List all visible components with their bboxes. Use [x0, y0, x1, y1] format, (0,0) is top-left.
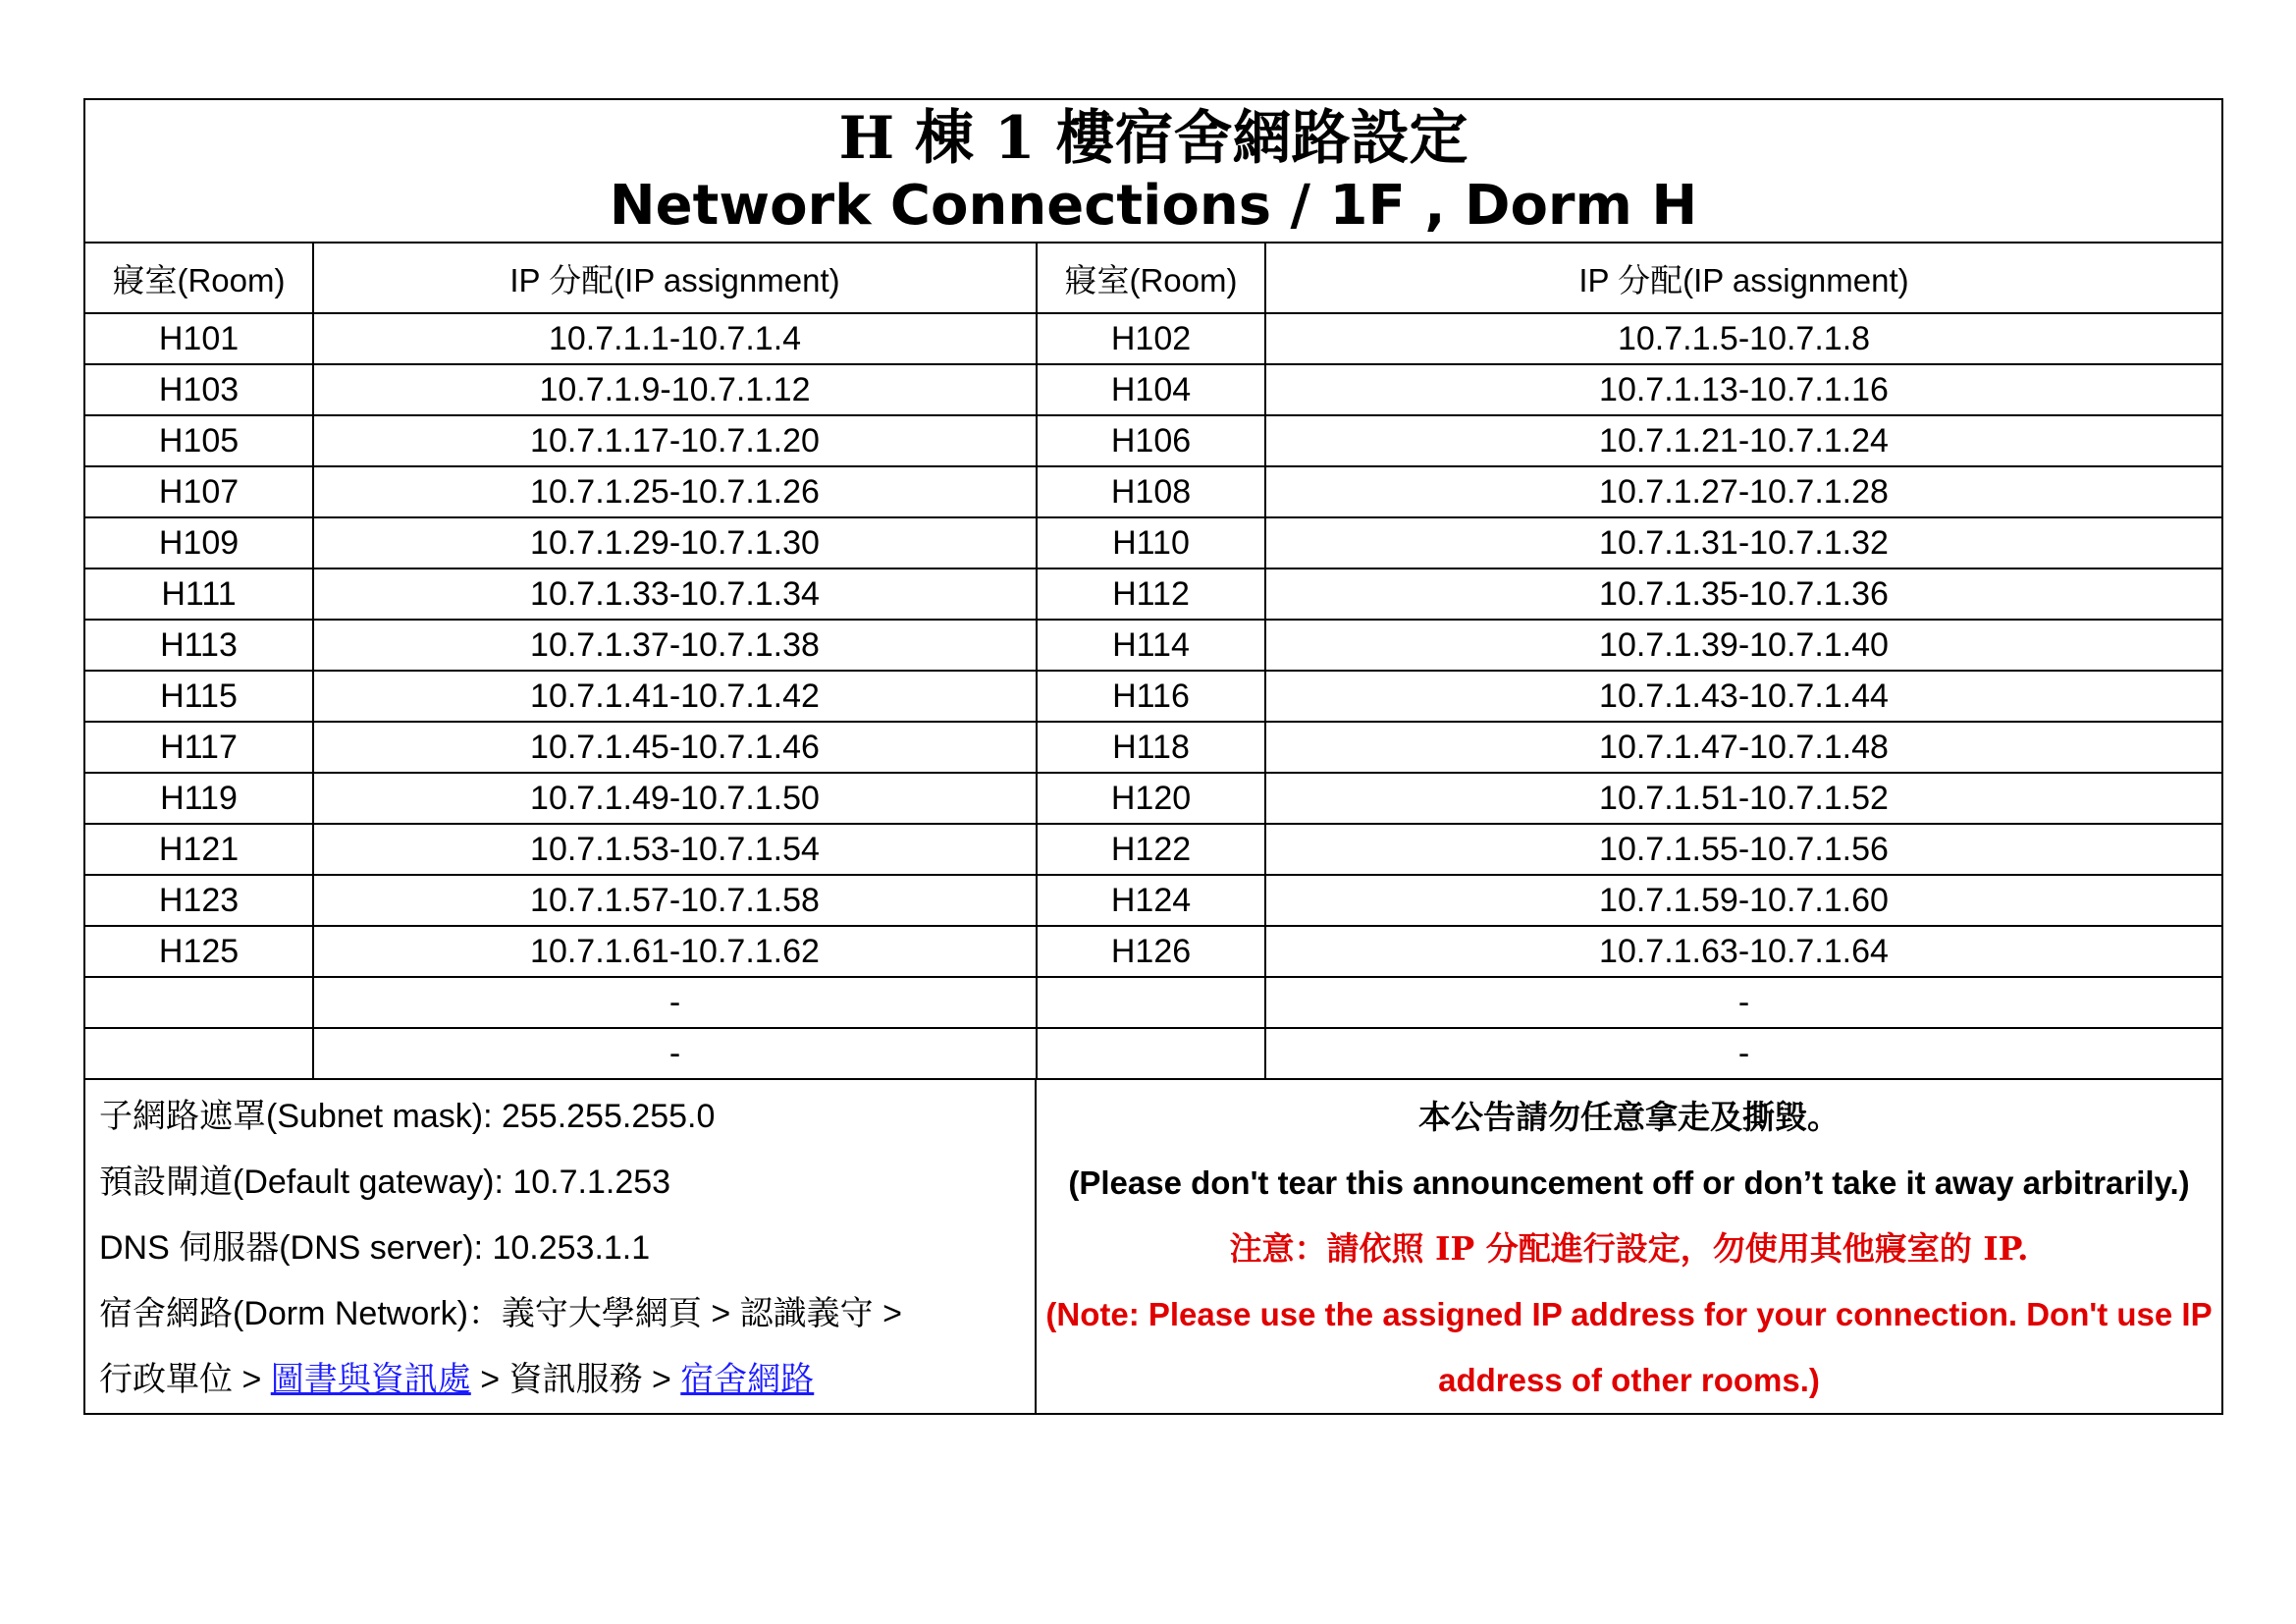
dorm-network-path: 宿舍網路(Dorm Network)：義守大學網頁 > 認識義守 > [99, 1295, 902, 1332]
ip-range-cell: 10.7.1.47-10.7.1.48 [1265, 722, 2221, 773]
room-cell: H126 [1037, 926, 1265, 977]
table-row [85, 466, 2221, 517]
notice-panel [1037, 1080, 2221, 1413]
table-row [85, 517, 2221, 568]
breadcrumb-admin: 行政單位 > [99, 1361, 262, 1398]
room-cell: H123 [85, 875, 313, 926]
room-cell: H107 [85, 466, 313, 517]
notice-chinese: 本公告請勿任意拿走及撕毀。 [1418, 1098, 1840, 1136]
table-row [85, 722, 2221, 773]
breadcrumb-info-service: > 資訊服務 > [480, 1361, 671, 1398]
ip-range-cell: 10.7.1.31-10.7.1.32 [1265, 517, 2221, 568]
warning-chinese: 注意：請依照 IP 分配進行設定，勿使用其他寢室的 IP. [1229, 1229, 2029, 1268]
room-cell: H110 [1037, 517, 1265, 568]
ip-range-cell: 10.7.1.25-10.7.1.26 [313, 466, 1037, 517]
ip-range-cell: 10.7.1.45-10.7.1.46 [313, 722, 1037, 773]
ip-range-cell: - [1265, 1028, 2221, 1079]
header-ip-right: IP 分配(IP assignment) [1265, 244, 2221, 313]
table-row [85, 773, 2221, 824]
room-cell: H102 [1037, 313, 1265, 364]
ip-range-cell: 10.7.1.53-10.7.1.54 [313, 824, 1037, 875]
ip-range-cell: 10.7.1.43-10.7.1.44 [1265, 671, 2221, 722]
table-row [85, 313, 2221, 364]
table-row [85, 415, 2221, 466]
room-cell [1037, 977, 1265, 1028]
ip-range-cell: 10.7.1.35-10.7.1.36 [1265, 568, 2221, 620]
ip-range-cell: 10.7.1.41-10.7.1.42 [313, 671, 1037, 722]
room-cell: H104 [1037, 364, 1265, 415]
ip-range-cell: 10.7.1.51-10.7.1.52 [1265, 773, 2221, 824]
room-cell: H124 [1037, 875, 1265, 926]
dns-server-text: DNS 伺服器(DNS server): 10.253.1.1 [99, 1229, 651, 1267]
title-block [85, 100, 2221, 244]
announcement-sheet [83, 98, 2223, 1415]
ip-range-cell: 10.7.1.13-10.7.1.16 [1265, 364, 2221, 415]
ip-range-cell: - [313, 977, 1037, 1028]
notice-english: (Please don't tear this announcement off or don’t take it away arbitrarily.) [1068, 1164, 2190, 1201]
room-cell: H101 [85, 313, 313, 364]
room-cell: H125 [85, 926, 313, 977]
dorm-network-path-cont [99, 1347, 1035, 1413]
table-row [85, 1028, 2221, 1079]
room-cell: H115 [85, 671, 313, 722]
subnet-mask-text: 子網路遮罩(Subnet mask): 255.255.255.0 [99, 1098, 716, 1135]
room-cell [1037, 1028, 1265, 1079]
ip-range-cell: 10.7.1.61-10.7.1.62 [313, 926, 1037, 977]
ip-range-cell: 10.7.1.39-10.7.1.40 [1265, 620, 2221, 671]
room-cell: H112 [1037, 568, 1265, 620]
ip-range-cell: 10.7.1.57-10.7.1.58 [313, 875, 1037, 926]
ip-range-cell: - [1265, 977, 2221, 1028]
room-cell: H117 [85, 722, 313, 773]
table-row [85, 875, 2221, 926]
table-row [85, 977, 2221, 1028]
ip-range-cell: 10.7.1.1-10.7.1.4 [313, 313, 1037, 364]
room-cell: H118 [1037, 722, 1265, 773]
ip-range-cell: 10.7.1.59-10.7.1.60 [1265, 875, 2221, 926]
network-settings-panel [85, 1080, 1037, 1413]
table-row [85, 568, 2221, 620]
room-cell: H121 [85, 824, 313, 875]
room-cell [85, 977, 313, 1028]
room-cell: H114 [1037, 620, 1265, 671]
table-row [85, 671, 2221, 722]
dorm-network-link[interactable]: 宿舍網路 [680, 1361, 815, 1398]
room-cell: H106 [1037, 415, 1265, 466]
table-body [85, 313, 2221, 1079]
header-ip-left: IP 分配(IP assignment) [313, 244, 1037, 313]
ip-range-cell: 10.7.1.55-10.7.1.56 [1265, 824, 2221, 875]
title-english: Network Connections / 1F , Dorm H [609, 174, 1698, 238]
ip-range-cell: 10.7.1.49-10.7.1.50 [313, 773, 1037, 824]
room-cell: H120 [1037, 773, 1265, 824]
ip-range-cell: 10.7.1.63-10.7.1.64 [1265, 926, 2221, 977]
ip-range-cell: 10.7.1.9-10.7.1.12 [313, 364, 1037, 415]
room-cell: H109 [85, 517, 313, 568]
ip-range-cell: 10.7.1.33-10.7.1.34 [313, 568, 1037, 620]
ip-range-cell: 10.7.1.37-10.7.1.38 [313, 620, 1037, 671]
title-chinese: H 棟 1 樓宿舍網路設定 [838, 104, 1468, 173]
ip-range-cell: 10.7.1.27-10.7.1.28 [1265, 466, 2221, 517]
library-info-link[interactable]: 圖書與資訊處 [270, 1361, 471, 1398]
header-room-right: 寢室(Room) [1037, 244, 1265, 313]
room-cell: H119 [85, 773, 313, 824]
table-header-row [85, 244, 2221, 313]
warning-english-line2: address of other rooms.) [1438, 1362, 1820, 1398]
room-cell: H111 [85, 568, 313, 620]
room-cell: H122 [1037, 824, 1265, 875]
footer [85, 1080, 2221, 1413]
table-row [85, 364, 2221, 415]
room-cell: H116 [1037, 671, 1265, 722]
room-cell: H105 [85, 415, 313, 466]
room-cell: H103 [85, 364, 313, 415]
ip-range-cell: 10.7.1.21-10.7.1.24 [1265, 415, 2221, 466]
ip-range-cell: - [313, 1028, 1037, 1079]
default-gateway-text: 預設閘道(Default gateway): 10.7.1.253 [99, 1164, 671, 1201]
ip-range-cell: 10.7.1.5-10.7.1.8 [1265, 313, 2221, 364]
room-cell: H113 [85, 620, 313, 671]
warning-english-line1: (Note: Please use the assigned IP address for your connection. Don't use IP [1045, 1296, 2213, 1332]
table-row [85, 926, 2221, 977]
table-row [85, 824, 2221, 875]
ip-range-cell: 10.7.1.29-10.7.1.30 [313, 517, 1037, 568]
room-cell [85, 1028, 313, 1079]
table-row [85, 620, 2221, 671]
ip-assignment-table [85, 244, 2221, 1080]
ip-range-cell: 10.7.1.17-10.7.1.20 [313, 415, 1037, 466]
room-cell: H108 [1037, 466, 1265, 517]
header-room-left: 寢室(Room) [85, 244, 313, 313]
